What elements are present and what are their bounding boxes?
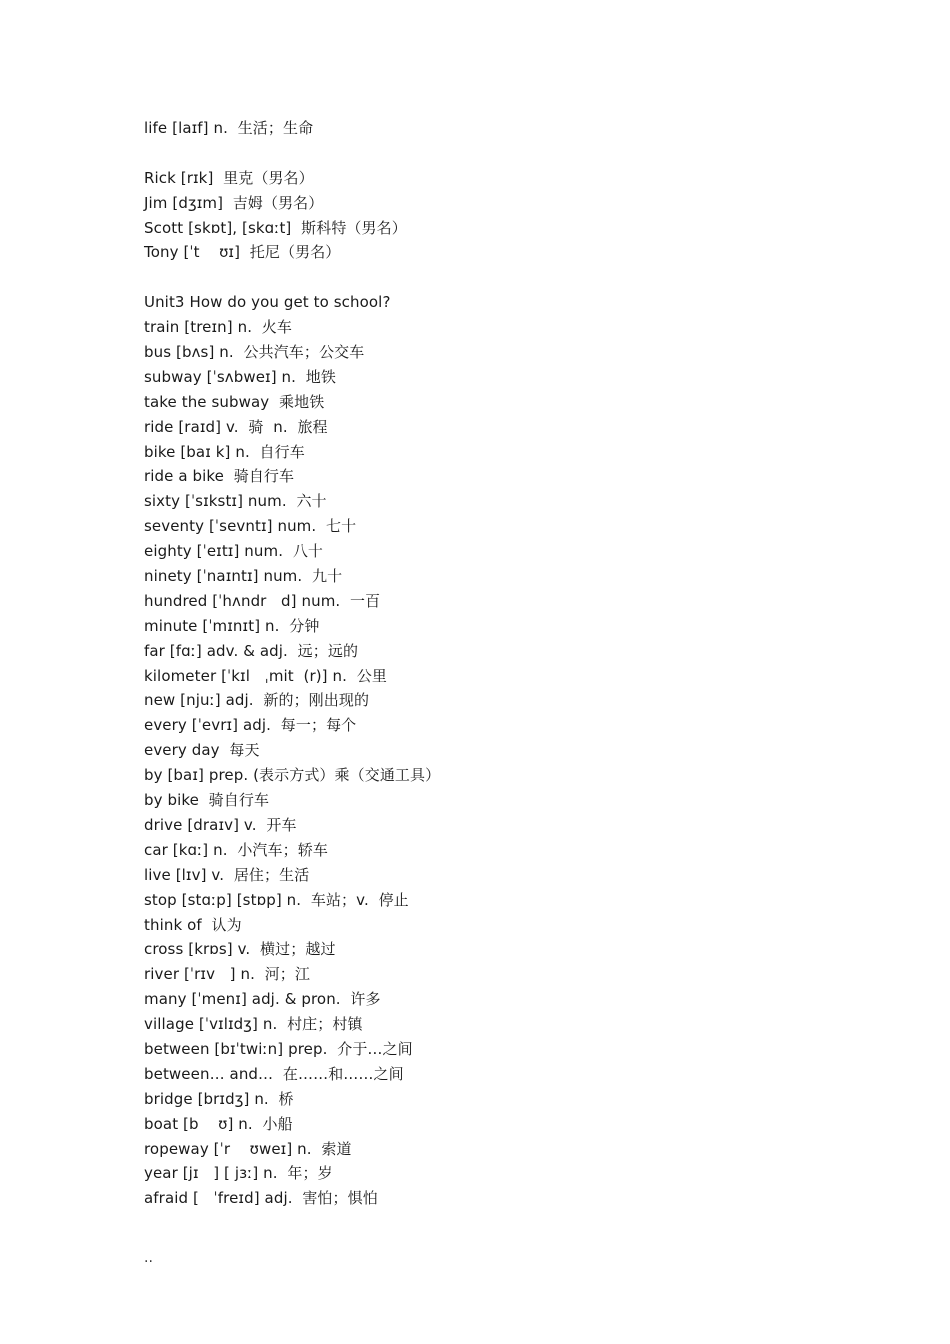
vocab-line: by bike 骑自行车 (144, 791, 270, 810)
vocab-line: year [jɪ ] [ jɜː] n. 年；岁 (144, 1164, 333, 1183)
vocabulary-list (144, 116, 904, 1211)
vocab-line: Jim [dʒɪm] 吉姆（男名） (144, 193, 324, 212)
blank-line (144, 265, 904, 290)
vocab-line: ninety [ˈnaɪntɪ] num. 九十 (144, 567, 343, 586)
vocab-line: ropeway [ˈr ʊweɪ] n. 索道 (144, 1139, 352, 1158)
vocab-line: bus [bʌs] n. 公共汽车；公交车 (144, 343, 365, 362)
vocab-line: new [njuː] adj. 新的；刚出现的 (144, 691, 370, 710)
vocab-line: bridge [brɪdʒ] n. 桥 (144, 1089, 294, 1108)
vocab-line: far [fɑː] adv. & adj. 远；远的 (144, 641, 359, 660)
vocab-line: boat [b ʊ] n. 小船 (144, 1114, 293, 1133)
vocab-line: Unit3 How do you get to school? (144, 293, 391, 312)
vocab-line: eighty [ˈeɪtɪ] num. 八十 (144, 542, 324, 561)
vocab-line: subway [ˈsʌbweɪ] n. 地铁 (144, 367, 336, 386)
vocab-line: cross [krɒs] v. 横过；越过 (144, 940, 336, 959)
vocab-line: village [ˈvɪlɪdʒ] n. 村庄；村镇 (144, 1015, 363, 1034)
vocab-line: afraid [ ˈfreɪd] adj. 害怕；惧怕 (144, 1189, 378, 1208)
vocab-line: by [baɪ] prep. (表示方式）乘（交通工具） (144, 766, 441, 785)
vocab-line: sixty [ˈsɪkstɪ] num. 六十 (144, 492, 327, 511)
vocab-line: Tony [ˈt ʊɪ] 托尼（男名） (144, 243, 341, 262)
vocab-line: car [kɑː] n. 小汽车；轿车 (144, 840, 328, 859)
page-footer-marker: .. (144, 1250, 153, 1266)
vocab-line: every [ˈevrɪ] adj. 每一；每个 (144, 716, 357, 735)
vocab-line: bike [baɪ k] n. 自行车 (144, 442, 305, 461)
vocab-line: live [lɪv] v. 居住；生活 (144, 865, 310, 884)
vocab-line: stop [stɑːp] [stɒp] n. 车站；v. 停止 (144, 890, 409, 909)
vocab-line: take the subway 乘地铁 (144, 392, 325, 411)
blank-line (144, 141, 904, 166)
vocab-line: life [laɪf] n. 生活；生命 (144, 119, 314, 137)
vocab-line: between… and… 在……和……之间 (144, 1064, 404, 1083)
vocab-line: every day 每天 (144, 741, 260, 760)
vocab-line: hundred [ˈhʌndr d] num. 一百 (144, 591, 381, 610)
vocab-line: kilometer [ˈkɪl ˌmit (r)] n. 公里 (144, 666, 387, 685)
vocab-line: minute [ˈmɪnɪt] n. 分钟 (144, 616, 320, 635)
vocab-line: Rick [rɪk] 里克（男名） (144, 168, 314, 187)
vocab-line: many [ˈmenɪ] adj. & pron. 许多 (144, 990, 381, 1009)
vocab-line: river [ˈrɪv ] n. 河；江 (144, 965, 311, 984)
vocab-line: train [treɪn] n. 火车 (144, 318, 292, 337)
vocab-line: ride [raɪd] v. 骑 n. 旅程 (144, 417, 328, 436)
vocab-line: between [bɪˈtwiːn] prep. 介于…之间 (144, 1039, 413, 1058)
vocab-line: think of 认为 (144, 915, 242, 934)
vocab-line: drive [draɪv] v. 开车 (144, 815, 297, 834)
vocab-line: ride a bike 骑自行车 (144, 467, 295, 486)
vocab-line: Scott [skɒt], [skɑːt] 斯科特（男名） (144, 218, 407, 237)
vocab-line: seventy [ˈsevntɪ] num. 七十 (144, 517, 357, 536)
